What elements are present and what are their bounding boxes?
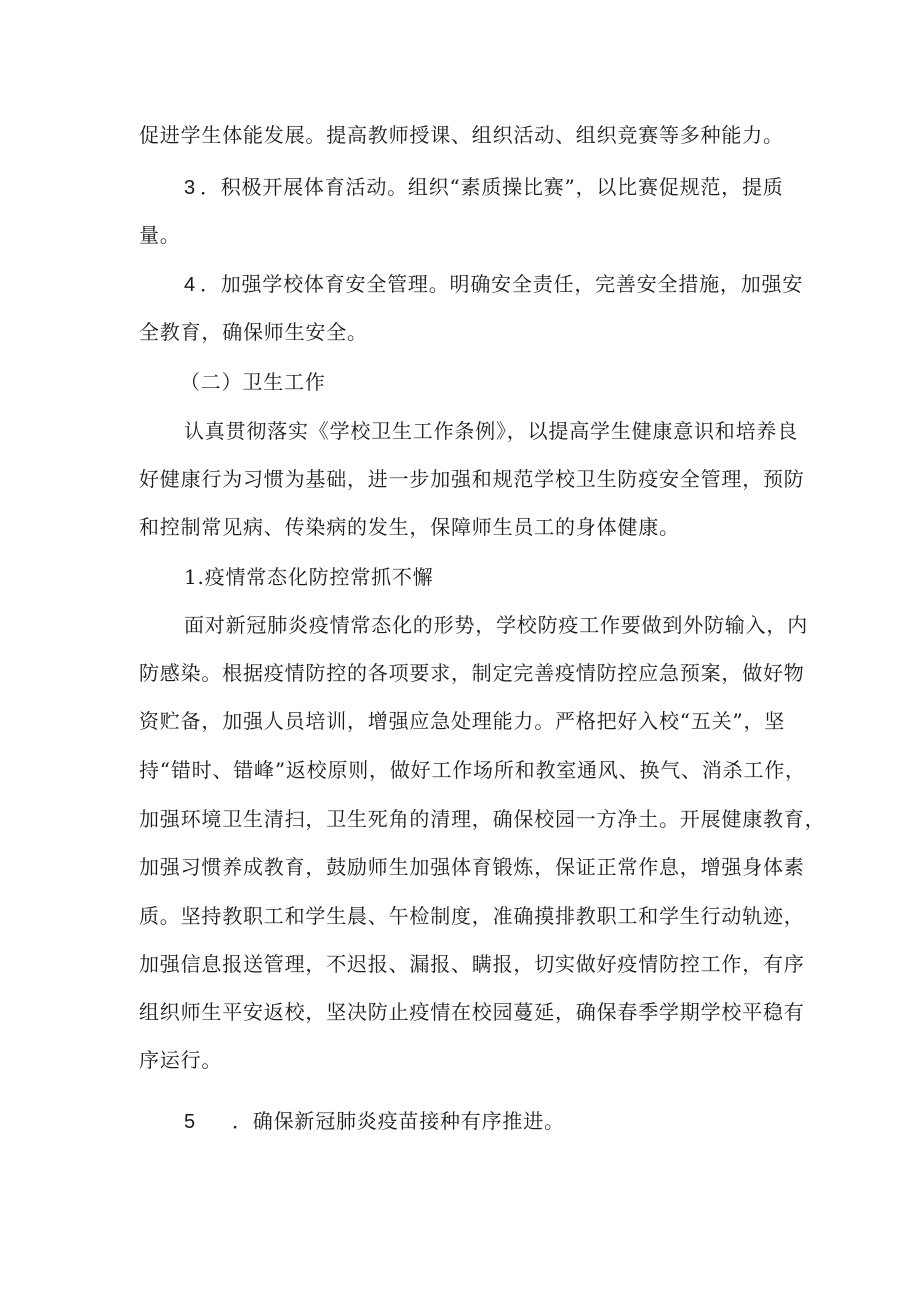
paragraph-line: 和控制常见病、传染病的发生，保障师生员工的身体健康。 [139, 515, 680, 539]
subsection-heading: 1.疫情常态化防控常抓不懈 [184, 565, 434, 589]
paragraph-line: 加强信息报送管理，不迟报、漏报、瞒报，切实做好疫情防控工作，有序 [139, 952, 805, 976]
paragraph-line: 面对新冠肺炎疫情常态化的形势，学校防疫工作要做到外防输入，内 [184, 613, 808, 637]
list-number: 5 [184, 1111, 196, 1133]
paragraph-line: 资贮备，加强人员培训，增强应急处理能力。严格把好入校“五关”，坚 [139, 709, 786, 733]
list-item-5-line: 5 ．确保新冠肺炎疫苗接种有序推进。 [184, 1107, 565, 1136]
paragraph-line: 促进学生体能发展。提高教师授课、组织活动、组织竞赛等多种能力。 [139, 123, 784, 147]
paragraph-line: 好健康行为习惯为基础，进一步加强和规范学校卫生防疫安全管理，预防 [139, 467, 805, 491]
paragraph-line: 认真贯彻落实《学校卫生工作条例》，以提高学生健康意识和培养良 [184, 419, 798, 443]
section-heading: （二）卫生工作 [180, 370, 326, 394]
list-item-3-line: 3 ．积极开展体育活动。组织“素质操比赛”，以比赛促规范，提质 [184, 175, 784, 199]
paragraph-line: 量。 [139, 223, 181, 247]
list-number: 4 [184, 274, 196, 296]
paragraph-line: 全教育，确保师生安全。 [139, 320, 368, 344]
paragraph-line: 组织师生平安返校，坚决防止疫情在校园蔓延，确保春季学期学校平稳有 [139, 1000, 805, 1024]
list-item-4-line: 4 ．加强学校体育安全管理。明确安全责任，完善安全措施，加强安 [184, 272, 804, 296]
paragraph-line: 质。坚持教职工和学生晨、午检制度，准确摸排教职工和学生行动轨迹， [139, 904, 805, 928]
paragraph-line: 序运行。 [139, 1048, 223, 1072]
paragraph-line: 加强环境卫生清扫，卫生死角的清理，确保校园一方净土。开展健康教育， [139, 807, 826, 831]
paragraph-line: 防感染。根据疫情防控的各项要求，制定完善疫情防控应急预案，做好物 [139, 661, 805, 685]
paragraph-line: 加强习惯养成教育，鼓励师生加强体育锻炼，保证正常作息，增强身体素 [139, 855, 805, 879]
list-number: 3 [184, 177, 196, 199]
paragraph-line: 持“错时、错峰”返校原则，做好工作场所和教室通风、换气、消杀工作， [139, 758, 806, 782]
